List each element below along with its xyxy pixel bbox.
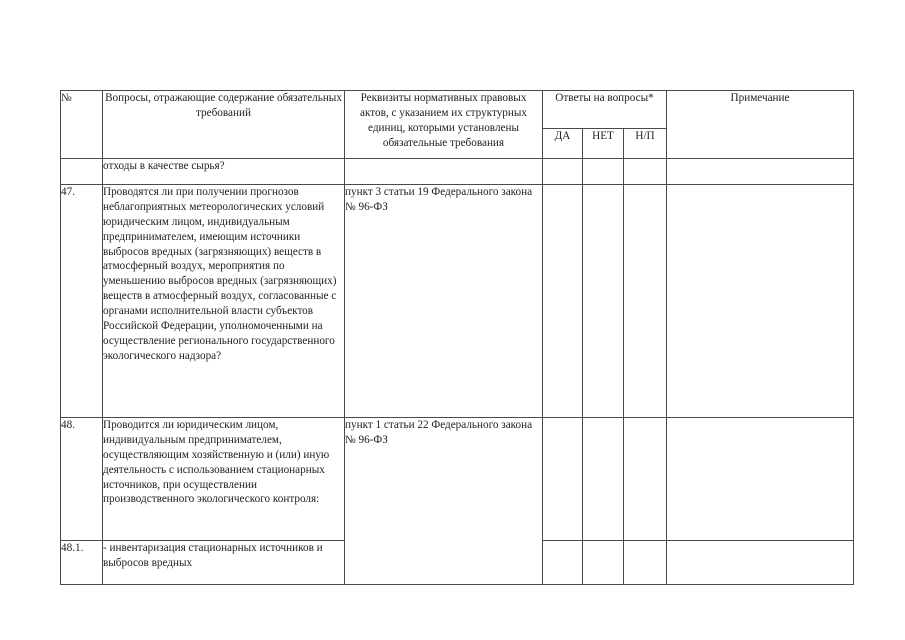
row-number [61,159,103,185]
header-row [61,91,854,129]
header-requisites: Реквизиты нормативных правовых актов, с указанием их структурных единиц, которыми установлены обязательные требования [345,91,543,159]
row-question: Проводятся ли при получении прогнозов неблагоприятных метеорологических условий юридическим лицом, индивидуальным предпринимателем, имеющим источники выбросов вредных (загрязняющих) веществ в атмосферный воздух, мероприятия по уменьшению выбросов вредных (загрязняющих) веществ в атмосферный воздух, согласованные с органами исполнительной власти субъектов Российской Федерации, уполномоченными на осуществление регионального государственного экологического надзора? [103,185,345,418]
answer-na-cell[interactable] [624,541,667,585]
note-cell[interactable] [667,159,854,185]
answer-na-cell[interactable] [624,418,667,541]
header-answers: Ответы на вопросы* [543,91,667,129]
header-no: НЕТ [583,129,624,159]
answer-na-cell[interactable] [624,159,667,185]
row-number: 47. [61,185,103,418]
row-requisite [345,159,543,185]
note-cell[interactable] [667,418,854,541]
note-cell[interactable] [667,185,854,418]
answer-yes-cell[interactable] [543,418,583,541]
header-na: Н/П [624,129,667,159]
answer-yes-cell[interactable] [543,185,583,418]
row-requisite: пункт 1 статьи 22 Федерального закона № 96-ФЗ [345,418,543,585]
row-requisite: пункт 3 статьи 19 Федерального закона № 96-ФЗ [345,185,543,418]
answer-yes-cell[interactable] [543,159,583,185]
row-number: 48. [61,418,103,541]
checklist-table [60,90,854,585]
table-row [61,159,854,185]
table-row [61,185,854,418]
row-question: Проводится ли юридическим лицом, индивидуальным предпринимателем, осуществляющим хозяйственную и (или) иную деятельность с использованием стационарных источников, при осуществлении производственного экологического контроля: [103,418,345,541]
answer-yes-cell[interactable] [543,541,583,585]
header-yes: ДА [543,129,583,159]
answer-no-cell[interactable] [583,418,624,541]
row-question: отходы в качестве сырья? [103,159,345,185]
answer-no-cell[interactable] [583,541,624,585]
row-number: 48.1. [61,541,103,585]
answer-no-cell[interactable] [583,185,624,418]
answer-no-cell[interactable] [583,159,624,185]
header-number: № [61,91,103,159]
answer-na-cell[interactable] [624,185,667,418]
note-cell[interactable] [667,541,854,585]
header-questions: Вопросы, отражающие содержание обязательных требований [103,91,345,159]
table-row [61,418,854,541]
header-note: Примечание [667,91,854,159]
row-question: - инвентаризация стационарных источников и выбросов вредных [103,541,345,585]
